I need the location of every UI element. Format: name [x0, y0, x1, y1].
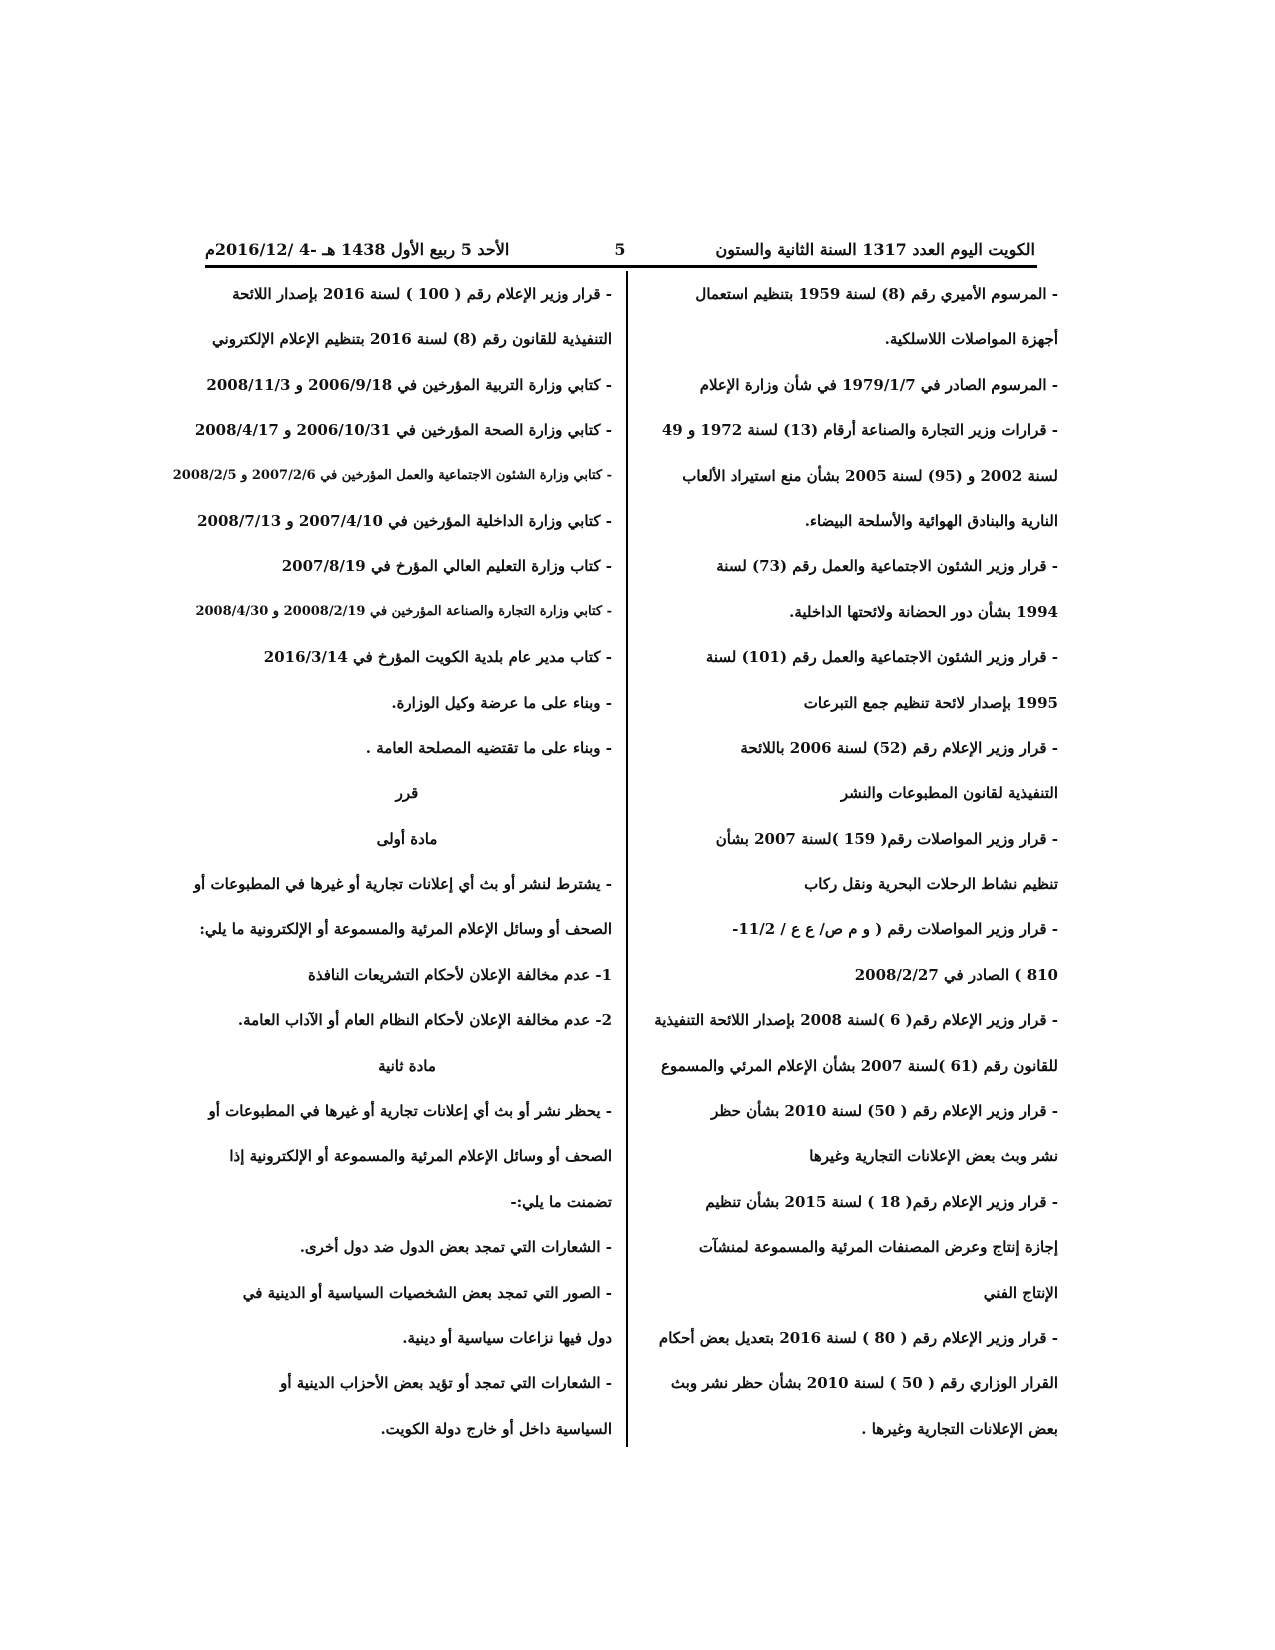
text-line: - قرارات وزير التجارة والصناعة أرقام (13) لسنة 1972 و 49 — [661, 421, 1058, 440]
text-line: دول فيها نزاعات سياسية أو دينية. — [402, 1328, 612, 1347]
text-line: - الصور التي تمجد بعض الشخصيات السياسية أو الدينية في — [242, 1283, 612, 1302]
decision-heading: قرر — [395, 784, 419, 803]
column-divider — [626, 271, 628, 1447]
text-line: السياسية داخل أو خارج دولة الكويت. — [380, 1419, 612, 1438]
text-line: النارية والبنادق الهوائية والأسلحة البيضاء. — [804, 511, 1058, 530]
page-header — [205, 240, 1035, 268]
text-line: - وبناء على ما عرضة وكيل الوزارة. — [391, 693, 612, 712]
text-line: لسنة 2002 و (95) لسنة 2005 بشأن منع استيراد الألعاب — [682, 466, 1058, 485]
left-column — [172, 276, 612, 1456]
text-line: - الشعارات التي تمجد بعض الدول ضد دول أخرى. — [299, 1238, 612, 1257]
text-line: - المرسوم الصادر في 1979/1/7 في شأن وزارة الإعلام — [699, 375, 1058, 394]
text-line: - كتاب وزارة التعليم العالي المؤرخ في 2007/8/19 — [281, 557, 612, 576]
text-line: 810 ) الصادر في 2008/2/27 — [854, 965, 1058, 984]
text-line: - قرار وزير الإعلام رقم( 18 ) لسنة 2015 بشأن تنظيم — [705, 1192, 1058, 1211]
text-line: - كتاب مدير عام بلدية الكويت المؤرخ في 2016/3/14 — [263, 648, 612, 667]
text-line: التنفيذية لقانون المطبوعات والنشر — [840, 784, 1058, 803]
header-rule — [205, 265, 1037, 268]
text-line: القرار الوزاري رقم ( 50 ) لسنة 2010 بشأن حظر نشر وبث — [670, 1374, 1058, 1393]
text-line: تنظيم نشاط الرحلات البحرية ونقل ركاب — [804, 875, 1058, 894]
text-line: - المرسوم الأميري رقم (8) لسنة 1959 بتنظيم استعمال — [695, 285, 1058, 303]
text-line: أجهزة المواصلات اللاسلكية. — [884, 330, 1058, 349]
text-line: - قرار وزير الشئون الاجتماعية والعمل رقم (101) لسنة — [705, 648, 1058, 667]
text-line: - يشترط لنشر أو بث أي إعلانات تجارية أو غيرها في المطبوعات أو — [193, 875, 612, 894]
text-line: الإنتاج الفني — [983, 1283, 1058, 1302]
header-publication-info: الكويت اليوم العدد 1317 السنة الثانية والستون — [715, 240, 1035, 259]
text-line: الصحف أو وسائل الإعلام المرئية والمسموعة أو الإلكترونية إذا — [229, 1147, 612, 1166]
right-column — [654, 276, 1058, 1456]
article-one-heading: مادة أولى — [376, 829, 438, 848]
text-line: 1994 بشأن دور الحضانة ولائحتها الداخلية. — [789, 602, 1058, 621]
article-two-heading: مادة ثانية — [378, 1056, 436, 1075]
text-line: 1- عدم مخالفة الإعلان لأحكام التشريعات النافذة — [308, 965, 612, 984]
page-number: 5 — [614, 240, 626, 259]
text-line: بعض الإعلانات التجارية وغيرها . — [861, 1419, 1058, 1438]
text-line: التنفيذية للقانون رقم (8) لسنة 2016 بتنظيم الإعلام الإلكتروني — [212, 330, 612, 349]
text-line: - كتابي وزارة الصحة المؤرخين في 2006/10/31 و 2008/4/17 — [194, 421, 612, 440]
header-date: الأحد 5 ربيع الأول 1438 هـ -4 /2016/12م — [205, 240, 510, 259]
text-line: للقانون رقم (61 )لسنة 2007 بشأن الإعلام المرئي والمسموع — [661, 1056, 1058, 1075]
text-line: نشر وبث بعض الإعلانات التجارية وغيرها — [809, 1147, 1058, 1166]
text-line: - قرار وزير الإعلام رقم( 6 )لسنة 2008 بإصدار اللائحة التنفيذية — [654, 1011, 1058, 1030]
text-line: - قرار وزير الإعلام رقم ( 80 ) لسنة 2016 بتعديل بعض أحكام — [658, 1328, 1058, 1347]
text-line: تضمنت ما يلي:- — [510, 1192, 612, 1211]
text-line: 1995 بإصدار لائحة تنظيم جمع التبرعات — [803, 693, 1058, 712]
text-line: 2- عدم مخالفة الإعلان لأحكام النظام العام أو الآداب العامة. — [237, 1011, 612, 1030]
text-line: - الشعارات التي تمجد أو تؤيد بعض الأحزاب الدينية أو — [280, 1374, 612, 1393]
text-line: - قرار وزير الإعلام رقم ( 50) لسنة 2010 بشأن حظر — [711, 1102, 1058, 1121]
text-line: إجازة إنتاج وعرض المصنفات المرئية والمسموعة لمنشآت — [698, 1238, 1058, 1257]
text-line: الصحف أو وسائل الإعلام المرئية والمسموعة أو الإلكترونية ما يلي: — [199, 920, 612, 939]
text-line: - قرار وزير الإعلام رقم (52) لسنة 2006 باللائحة — [740, 738, 1058, 757]
text-line: - كتابي وزارة التجارة والصناعة المؤرخين في 20008/2/19 و 2008/4/30 — [195, 603, 612, 619]
text-line: - قرار وزير المواصلات رقم ( و م ص/ ع ع / 11/2- — [732, 920, 1058, 939]
text-line: - يحظر نشر أو بث أي إعلانات تجارية أو غيرها في المطبوعات أو — [208, 1102, 612, 1121]
text-line: - قرار وزير الشئون الاجتماعية والعمل رقم (73) لسنة — [716, 557, 1058, 576]
text-line: - كتابي وزارة التربية المؤرخين في 2006/9/18 و 2008/11/3 — [206, 375, 612, 394]
text-line: - قرار وزير المواصلات رقم( 159 )لسنة 2007 بشأن — [715, 829, 1058, 848]
text-line: - كتابي وزارة الداخلية المؤرخين في 2007/4/10 و 2008/7/13 — [197, 511, 612, 530]
text-line: - وبناء على ما تقتضيه المصلحة العامة . — [365, 738, 612, 757]
text-line: - كتابي وزارة الشئون الاجتماعية والعمل المؤرخين في 2007/2/6 و 2008/2/5 — [172, 467, 612, 483]
text-line: - قرار وزير الإعلام رقم ( 100 ) لسنة 2016 بإصدار اللائحة — [232, 285, 612, 303]
